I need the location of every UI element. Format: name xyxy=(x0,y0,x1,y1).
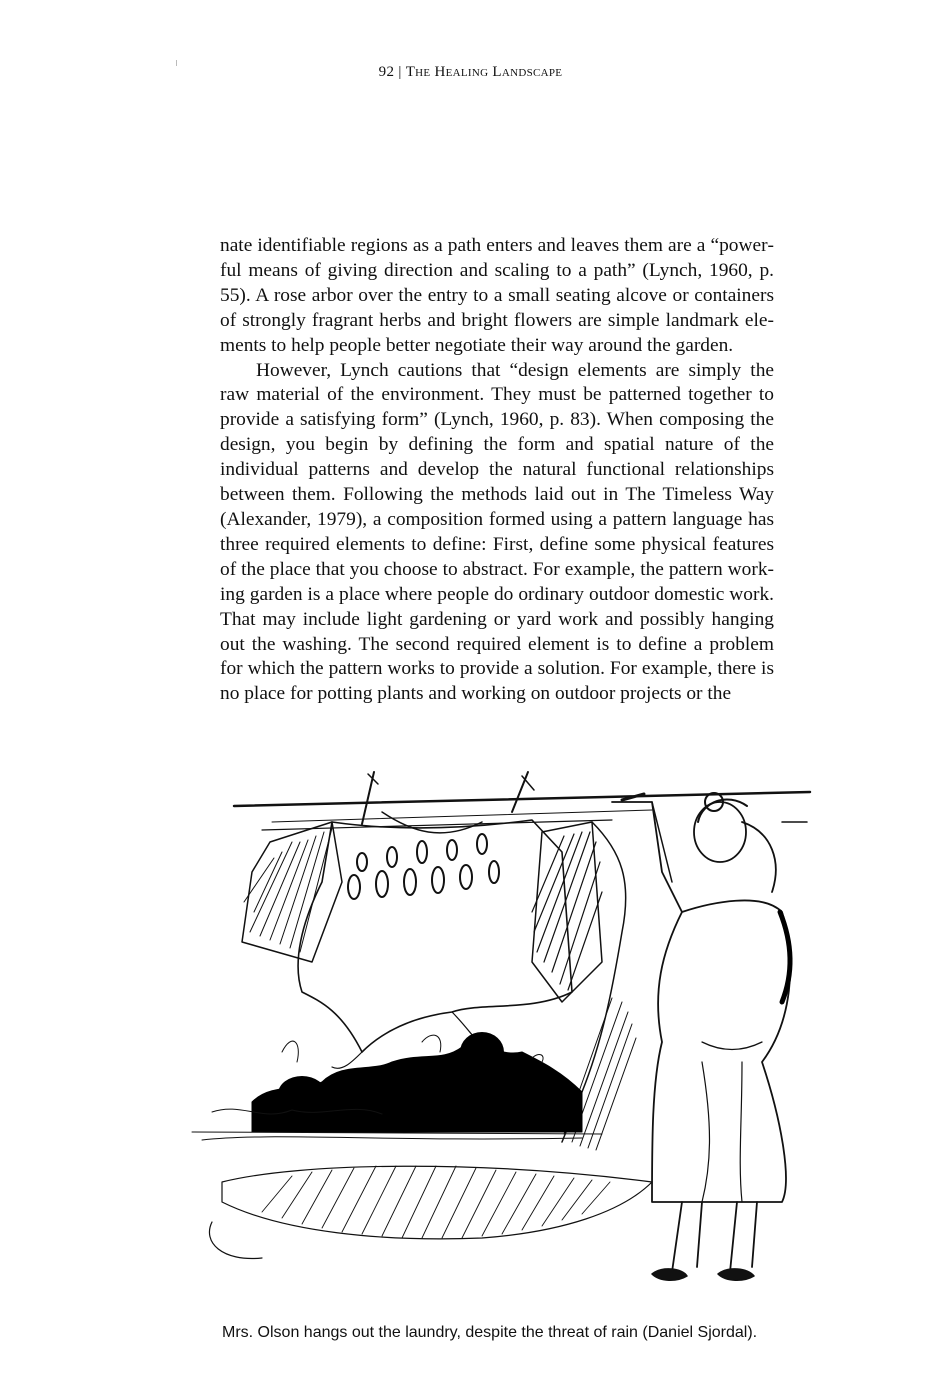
figure-caption: Mrs. Olson hangs out the laundry, despite the threat of rain (Daniel Sjordal). xyxy=(222,1324,758,1341)
running-title: The Healing Landscape xyxy=(405,64,563,80)
paragraph: However, Lynch cautions that “design elements are simply the raw material of the environment. They must be patterned together to provide a satisfying form” (Lynch, 1960, p. 83). When composing the design, you begin by defining the form and spatial nature of the individual patterns and develop the natural functional relationships between them. Following the methods laid out in The Timeless Way (Alexander, 1979), a composition formed using a pattern language has three required elements to define: First, define some physical features of the place that you choose to abstract. For example, the pattern working garden is a place where people do ordinary outdoor domestic work. That may include light gardening or yard work and possibly hanging out the washing. The second required element is to define a problem for which the pattern works to provide a solution. For example, there is no place for potting plants and working on outdoor projects or the xyxy=(220,359,774,705)
header-separator: | xyxy=(398,64,402,80)
paragraph: nate identifiable regions as a path enters and leaves them are a “powerful means of giving direction and scaling to a path” (Lynch, 1960, p. 55). A rose arbor over the entry to a small seating alcove or containers of strongly fragrant herbs and bright flowers are simple landmark elements to help people better negotiate their way around the garden. xyxy=(220,235,774,356)
laundry-sketch-illustration xyxy=(182,762,814,1302)
body-text xyxy=(220,234,774,707)
running-header xyxy=(0,64,941,81)
page-number: 92 xyxy=(378,64,395,80)
